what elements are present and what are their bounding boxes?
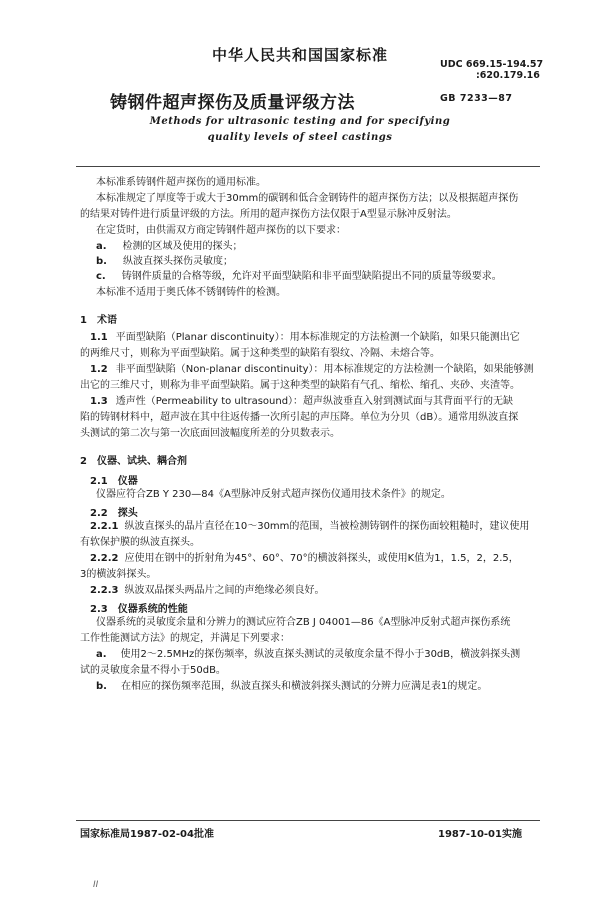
clause-number: 2.2.3 xyxy=(90,585,119,596)
definition-1-2-line-1 xyxy=(90,363,534,377)
list-marker: c. xyxy=(96,271,106,282)
list-text: 纵波直探头探伤灵敏度； xyxy=(122,256,233,267)
gb-number: GB 7233—87 xyxy=(440,93,513,104)
header-divider xyxy=(76,166,540,167)
list-text: 使用2～2.5MHz的探伤频率，纵波直探头测试的灵敏度余量不得小于30dB，横波斜探头测 xyxy=(120,649,521,660)
intro-paragraph-2-line-2: 的结果对铸件进行质量评级的方法。所用的超声探伤方法仅限于A型显示脉冲反射法。 xyxy=(80,209,457,220)
intro-paragraph-2-line-1: 本标准规定了厚度等于或大于30mm的碳钢和低合金钢铸件的超声探伤方法；以及根据超声探伤 xyxy=(96,193,519,204)
section-1-heading: 1 术语 xyxy=(80,315,117,326)
document-title-en-line-2: quality levels of steel castings xyxy=(207,132,393,143)
list-text: 在相应的探伤频率范围，纵波直探头和横波斜探头测试的分辨力应满足表1的规定。 xyxy=(120,681,488,692)
list-text: 检测的区域及使用的探头； xyxy=(122,241,243,252)
clause-number: 2.2.1 xyxy=(90,521,119,532)
approval-date: 国家标准局1987-02-04批准 xyxy=(80,829,214,840)
list-item xyxy=(96,255,233,269)
section-2-1-heading: 2.1 仪器 xyxy=(90,476,138,487)
udc-line-2: :620.179.16 xyxy=(476,70,540,81)
standard-name: 中华人民共和国国家标准 xyxy=(211,46,388,64)
clause-text: 纵波直探头的晶片直径在10～30mm的范围，当被检测铸钢件的探伤面较粗糙时，建议使用 xyxy=(124,521,530,532)
list-item-continuation: 试的灵敏度余量不得小于50dB。 xyxy=(80,665,226,676)
clause-text: 应使用在钢中的折射角为45°、60°、70°的横波斜探头，或使用K值为1，1.5，2，2.5， xyxy=(124,553,519,564)
definition-1-2-line-2: 出它的三维尺寸，则称为非平面型缺陷。属于这种类型的缺陷有气孔、缩松、缩孔、夹砂、夹渣等。 xyxy=(80,380,520,391)
clause-text: 纵波双晶探头两晶片之间的声绝缘必须良好。 xyxy=(124,585,325,596)
section-2-3-heading: 2.3 仪器系统的性能 xyxy=(90,604,188,615)
clause-number: 1.2 xyxy=(90,364,108,375)
clause-2-2-2-line-2: 3的横波斜探头。 xyxy=(80,569,157,580)
list-item xyxy=(96,680,487,694)
clause-number: 2.2.2 xyxy=(90,553,119,564)
clause-2-2-3 xyxy=(90,584,324,598)
clause-2-2-1-line-1 xyxy=(90,520,529,534)
udc-line-1: UDC 669.15-194.57 xyxy=(440,59,544,70)
definition-1-3-line-2: 陷的铸钢材料中，超声波在其中往返传播一次所引起的声压降。单位为分贝（dB）。通常用纵波直探 xyxy=(80,412,519,423)
definition-1-1-line-2: 的两维尺寸，则称为平面型缺陷。属于这种类型的缺陷有裂纹、冷隔、未熔合等。 xyxy=(80,348,440,359)
list-marker: b. xyxy=(96,681,107,692)
clause-number: 1.3 xyxy=(90,396,108,407)
page-mark: II xyxy=(93,880,99,890)
document-title-zh: 铸钢件超声探伤及质量评级方法 xyxy=(110,93,355,113)
definition-1-3-line-3: 头测试的第二次与第一次底面回波幅度所差的分贝数表示。 xyxy=(80,428,340,439)
intro-paragraph-3: 在定货时，由供需双方商定铸钢件超声探伤的以下要求： xyxy=(96,225,346,236)
section-2-3-line-2: 工作性能测试方法》的规定，并满足下列要求： xyxy=(80,633,290,644)
list-marker: a. xyxy=(96,241,107,252)
definition-1-3-line-1 xyxy=(90,395,513,409)
intro-paragraph-1: 本标准系铸钢件超声探伤的通用标准。 xyxy=(96,177,266,188)
footer-divider xyxy=(76,820,540,821)
intro-paragraph-4: 本标准不适用于奥氏体不锈钢铸件的检测。 xyxy=(96,287,286,298)
list-item xyxy=(96,648,520,662)
clause-text: 透声性（Permeability to ultrasound）：超声纵波垂直入射到测试面与其背面平行的无缺 xyxy=(115,396,514,407)
document-title-en-line-1: Methods for ultrasonic testing and for specifying xyxy=(149,116,451,127)
section-2-1-text: 仪器应符合ZB Y 230—84《A型脉冲反射式超声探伤仪通用技术条件》的规定。 xyxy=(96,489,451,500)
list-item xyxy=(96,270,502,284)
list-text: 铸钢件质量的合格等级，允许对平面型缺陷和非平面型缺陷提出不同的质量等级要求。 xyxy=(121,271,502,282)
list-item xyxy=(96,240,243,254)
definition-1-1-line-1 xyxy=(90,331,520,345)
udc-classification xyxy=(440,59,543,81)
section-2-2-heading: 2.2 探头 xyxy=(90,508,138,519)
clause-number: 1.1 xyxy=(90,332,108,343)
clause-text: 非平面型缺陷（Non-planar discontinuity）：用本标准规定的方法检测一个缺陷，如果能够测 xyxy=(115,364,534,375)
section-2-3-line-1: 仪器系统的灵敏度余量和分辨力的测试应符合ZB J 04001—86《A型脉冲反射式超声探伤系统 xyxy=(96,617,511,628)
clause-2-2-1-line-2: 有软保护膜的纵波直探头。 xyxy=(80,537,200,548)
list-marker: b. xyxy=(96,256,107,267)
clause-2-2-2-line-1 xyxy=(90,552,519,566)
effective-date: 1987-10-01实施 xyxy=(438,829,522,840)
clause-text: 平面型缺陷（Planar discontinuity）：用本标准规定的方法检测一个缺陷，如果只能测出它 xyxy=(115,332,520,343)
section-2-heading: 2 仪器、试块、耦合剂 xyxy=(80,456,187,467)
list-marker: a. xyxy=(96,649,107,660)
